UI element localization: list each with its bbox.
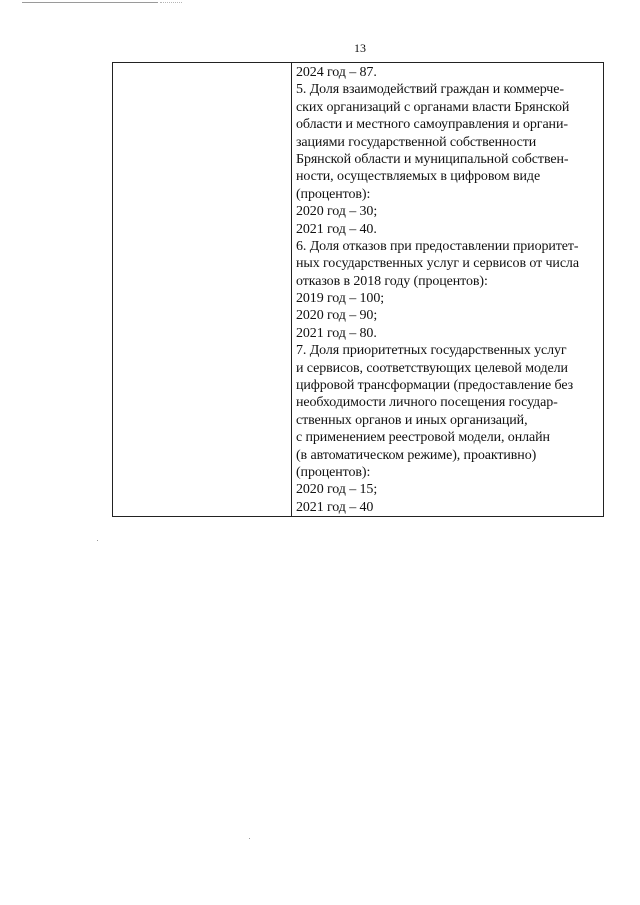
text-line: 6. Доля отказов при предоставлении приоритет-: [296, 238, 579, 254]
header-rule: [22, 2, 158, 3]
text-line: ности, осуществляемых в цифровом виде: [296, 169, 541, 185]
text-line: цифровой трансформации (предоставление без: [296, 378, 574, 394]
content-table: [112, 62, 604, 517]
text-line: Брянской области и муниципальной собствен-: [296, 151, 569, 167]
text-line: и сервисов, соответствующих целевой модели: [296, 360, 568, 376]
text-line: с применением реестровой модели, онлайн: [296, 430, 550, 446]
text-line: необходимости личного посещения государ-: [296, 395, 558, 411]
text-line: 7. Доля приоритетных государственных услуг: [296, 343, 567, 359]
text-line: 2020 год – 90;: [296, 308, 378, 324]
table-cell-right: [292, 63, 603, 516]
text-line: (процентов):: [296, 186, 371, 202]
text-line: 5. Доля взаимодействий граждан и коммерче-: [296, 82, 564, 98]
text-line: 2021 год – 40.: [296, 221, 377, 237]
indicator-text: [292, 63, 603, 516]
scan-speck: [249, 838, 250, 839]
text-line: 2020 год – 30;: [296, 204, 378, 220]
text-line: ных государственных услуг и сервисов от числа: [296, 256, 579, 272]
header-rule-dotted: [160, 2, 182, 3]
text-line: (процентов):: [296, 464, 371, 480]
text-line: области и местного самоуправления и органи-: [296, 117, 568, 133]
text-line: 2019 год – 100;: [296, 291, 385, 307]
text-line: ственных органов и иных организаций,: [296, 412, 528, 428]
page-number: 13: [354, 41, 366, 55]
text-line: зациями государственной собственности: [296, 134, 537, 150]
text-line: 2024 год – 87.: [296, 65, 377, 80]
text-line: ских организаций с органами власти Брянской: [296, 99, 570, 115]
scan-speck: [97, 540, 98, 541]
table-cell-left: [113, 63, 292, 516]
text-line: 2021 год – 40: [296, 499, 374, 515]
text-line: отказов в 2018 году (процентов):: [296, 273, 488, 289]
text-line: 2021 год – 80.: [296, 325, 377, 341]
text-line: (в автоматическом режиме), проактивно): [296, 447, 537, 463]
text-line: 2020 год – 15;: [296, 482, 378, 498]
